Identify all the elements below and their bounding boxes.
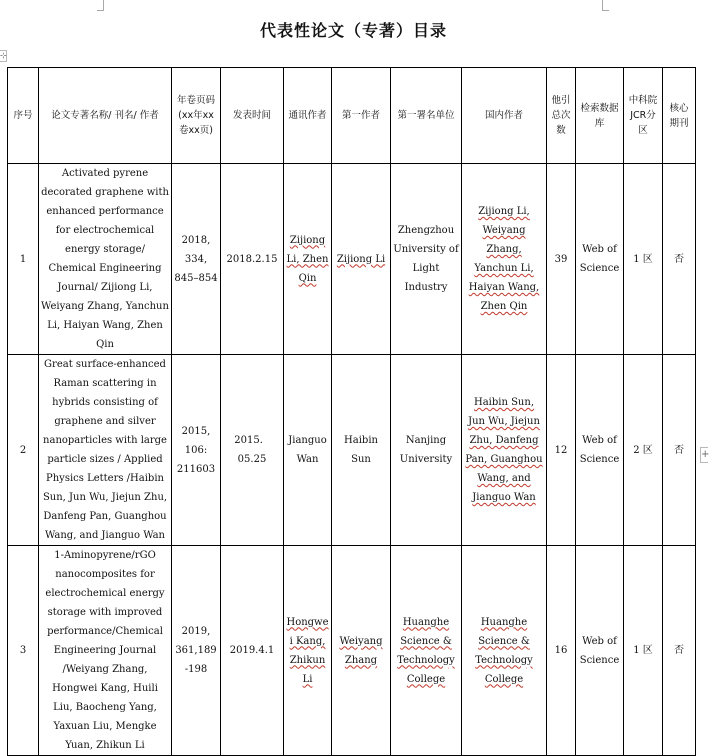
cell-core-journal: 否 bbox=[663, 546, 696, 756]
header-no: 序号 bbox=[8, 68, 39, 164]
cell-domestic-authors: Haibin Sun, Jun Wu, Jiejun Zhu, Danfeng Pan, Guanghou Wang, and Jianguo Wan bbox=[462, 355, 547, 546]
header-corresponding-author: 通讯作者 bbox=[284, 68, 332, 164]
cell-database: Web of Science bbox=[576, 164, 624, 355]
table-row bbox=[8, 355, 696, 546]
cell-paper: Great surface-enhanced Raman scattering in hybrids consisting of graphene and silver nanoparticles with large particle sizes / Applied Physics Letters /Haibin Sun, Jun Wu, Jiejun Zhu, Danfeng Pan, Guanghou Wang, and Jianguo Wan bbox=[39, 355, 172, 546]
cell-core-journal: 否 bbox=[663, 164, 696, 355]
header-volume-pages: 年卷页码 (xx年xx卷xx页) bbox=[172, 68, 221, 164]
cell-date: 2015．05.25 bbox=[221, 355, 284, 546]
header-paper: 论文专著名称/ 刊名/ 作者 bbox=[39, 68, 172, 164]
cell-paper: Activated pyrene decorated graphene with enhanced performance for electrochemical energy storage/ Chemical Engineering Journal/ Zijiong Li, Weiyang Zhang, Yanchun Li, Haiyan Wang, Zhen Qin bbox=[39, 164, 172, 355]
cell-first-unit: Nanjing University bbox=[391, 355, 462, 546]
cell-domestic-authors: Huanghe Science & Technology College bbox=[462, 546, 547, 756]
cell-domestic-authors: Zijiong Li, Weiyang Zhang, Yanchun Li, Haiyan Wang, Zhen Qin bbox=[462, 164, 547, 355]
cell-first-author: Haibin Sun bbox=[332, 355, 391, 546]
table-row bbox=[8, 164, 696, 355]
cell-paper: 1-Aminopyrene/rGO nanocomposites for electrochemical energy storage with improved performance/Chemical Engineering Journal /Weiyang Zhang, Hongwei Kang, Huili Liu, Baocheng Yang, Yaxuan Liu, Mengke Yuan, Zhikun Li bbox=[39, 546, 172, 756]
cell-date: 2018.2.15 bbox=[221, 164, 284, 355]
table-header-row bbox=[8, 68, 696, 164]
papers-table bbox=[7, 67, 696, 756]
cell-first-unit: Huanghe Science & Technology College bbox=[391, 546, 462, 756]
cell-jcr: 2 区 bbox=[624, 355, 663, 546]
cell-database: Web of Science bbox=[576, 355, 624, 546]
cell-volume-pages: 2019, 361,189-198 bbox=[172, 546, 221, 756]
cell-no: 1 bbox=[8, 164, 39, 355]
header-core-journal: 核心期刊 bbox=[663, 68, 696, 164]
cell-database: Web of Science bbox=[576, 546, 624, 756]
cell-first-author: Weiyang Zhang bbox=[332, 546, 391, 756]
cell-first-author: Zijiong Li bbox=[332, 164, 391, 355]
cell-citations: 16 bbox=[547, 546, 576, 756]
cell-volume-pages: 2018, 334, 845–854 bbox=[172, 164, 221, 355]
cell-no: 3 bbox=[8, 546, 39, 756]
cell-jcr: 1 区 bbox=[624, 164, 663, 355]
page-corner-mark-right bbox=[602, 0, 609, 11]
cell-no: 2 bbox=[8, 355, 39, 546]
cell-jcr: 1 区 bbox=[624, 546, 663, 756]
add-column-icon[interactable]: + bbox=[700, 447, 708, 463]
table-row bbox=[8, 546, 696, 756]
page-title: 代表性论文（专著）目录 bbox=[259, 21, 447, 40]
header-first-unit: 第一署名单位 bbox=[391, 68, 462, 164]
cell-citations: 39 bbox=[547, 164, 576, 355]
header-first-author: 第一作者 bbox=[332, 68, 391, 164]
table-move-handle-icon[interactable]: ⊹ bbox=[0, 51, 7, 60]
header-domestic-authors: 国内作者 bbox=[462, 68, 547, 164]
cell-date: 2019.4.1 bbox=[221, 546, 284, 756]
cell-corresponding-author: Hongwei Kang, Zhikun Li bbox=[284, 546, 332, 756]
header-date: 发表时间 bbox=[221, 68, 284, 164]
header-jcr: 中科院JCR分区 bbox=[624, 68, 663, 164]
cell-core-journal: 否 bbox=[663, 355, 696, 546]
header-citations: 他引总次数 bbox=[547, 68, 576, 164]
page-corner-mark-left bbox=[97, 0, 104, 11]
header-database: 检索数据库 bbox=[576, 68, 624, 164]
cell-corresponding-author: Jianguo Wan bbox=[284, 355, 332, 546]
cell-first-unit: Zhengzhou University of Light Industry bbox=[391, 164, 462, 355]
cell-corresponding-author: Zijiong Li, Zhen Qin bbox=[284, 164, 332, 355]
cell-volume-pages: 2015, 106: 211603 bbox=[172, 355, 221, 546]
cell-citations: 12 bbox=[547, 355, 576, 546]
